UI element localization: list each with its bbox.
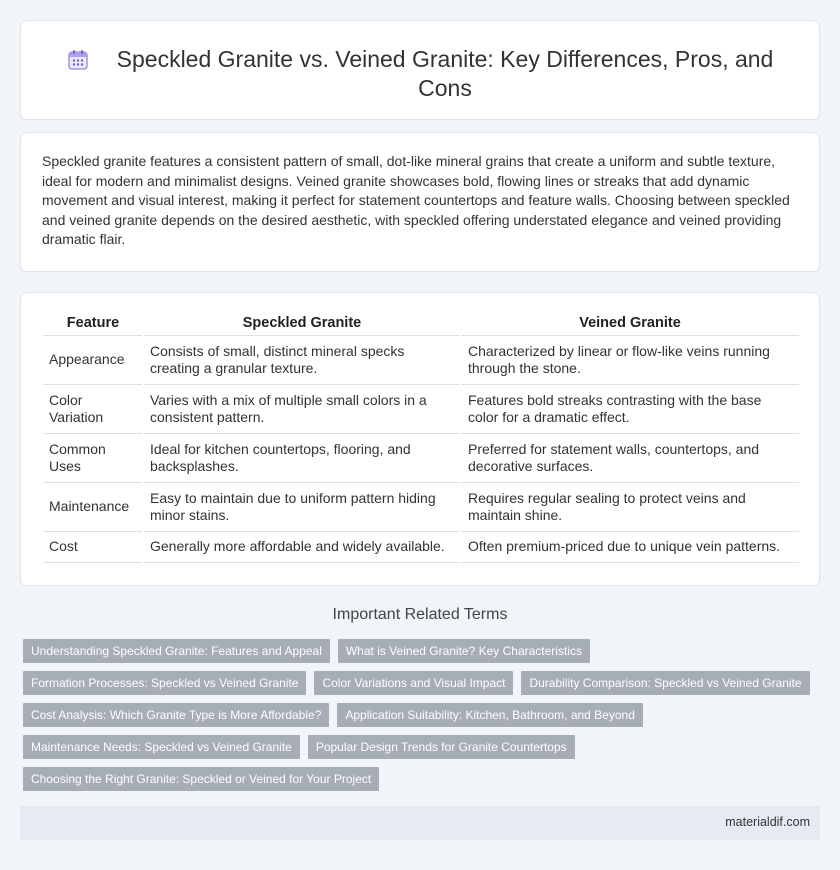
feature-cell: Common Uses (43, 433, 143, 482)
veined-cell: Preferred for statement walls, countertops, and decorative surfaces. (461, 433, 799, 482)
header-feature: Feature (43, 309, 143, 335)
feature-cell: Color Variation (43, 384, 143, 433)
related-terms-title: Important Related Terms (332, 606, 508, 623)
page-title: Speckled Granite vs. Veined Granite: Key Differences, Pros, and Cons (116, 46, 774, 101)
related-term-link[interactable]: What is Veined Granite? Key Characteristics (338, 639, 590, 663)
comparison-table-card (20, 292, 820, 586)
related-term-link[interactable]: Understanding Speckled Granite: Features and Appeal (23, 639, 330, 663)
calendar-icon (67, 49, 89, 71)
speckled-cell: Varies with a mix of multiple small colors in a consistent pattern. (143, 384, 461, 433)
table-row (43, 531, 799, 562)
intro-paragraph: Speckled granite features a consistent pattern of small, dot-like mineral grains that create a uniform and subtle texture, ideal for modern and minimalist designs. Veined granite showcases bold, flowing lines or streaks that add dynamic movement and visual interest, making it perfect for statement countertops and feature walls. Choosing between speckled and veined granite depends on the desired aesthetic, with speckled offering understated elegance and veined providing dramatic flair. (42, 153, 790, 247)
related-term-link[interactable]: Choosing the Right Granite: Speckled or Veined for Your Project (23, 767, 379, 791)
comparison-table (43, 309, 799, 563)
veined-cell: Requires regular sealing to protect veins and maintain shine. (461, 482, 799, 531)
table-header-row (43, 309, 799, 335)
related-term-link[interactable]: Popular Design Trends for Granite Countertops (308, 735, 575, 759)
table-row (43, 433, 799, 482)
footer (20, 806, 820, 840)
intro-card (20, 132, 820, 272)
veined-cell: Features bold streaks contrasting with the base color for a dramatic effect. (461, 384, 799, 433)
table-row (43, 335, 799, 384)
speckled-cell: Easy to maintain due to uniform pattern hiding minor stains. (143, 482, 461, 531)
related-term-link[interactable]: Cost Analysis: Which Granite Type is More Affordable? (23, 703, 329, 727)
related-term-link[interactable]: Formation Processes: Speckled vs Veined Granite (23, 671, 306, 695)
table-row (43, 384, 799, 433)
speckled-cell: Generally more affordable and widely available. (143, 531, 461, 562)
related-term-link[interactable]: Maintenance Needs: Speckled vs Veined Granite (23, 735, 300, 759)
header-veined: Veined Granite (461, 309, 799, 335)
footer-site-name[interactable]: materialdif.com (725, 815, 810, 829)
feature-cell: Maintenance (43, 482, 143, 531)
veined-cell: Characterized by linear or flow-like veins running through the stone. (461, 335, 799, 384)
veined-cell: Often premium-priced due to unique vein patterns. (461, 531, 799, 562)
header-speckled: Speckled Granite (143, 309, 461, 335)
header-card (20, 20, 820, 120)
related-term-link[interactable]: Application Suitability: Kitchen, Bathroom, and Beyond (337, 703, 643, 727)
related-term-link[interactable]: Durability Comparison: Speckled vs Veined Granite (521, 671, 809, 695)
related-terms-list (23, 639, 823, 799)
speckled-cell: Ideal for kitchen countertops, flooring, and backsplashes. (143, 433, 461, 482)
speckled-cell: Consists of small, distinct mineral specks creating a granular texture. (143, 335, 461, 384)
table-row (43, 482, 799, 531)
feature-cell: Cost (43, 531, 143, 562)
related-term-link[interactable]: Color Variations and Visual Impact (314, 671, 513, 695)
feature-cell: Appearance (43, 335, 143, 384)
